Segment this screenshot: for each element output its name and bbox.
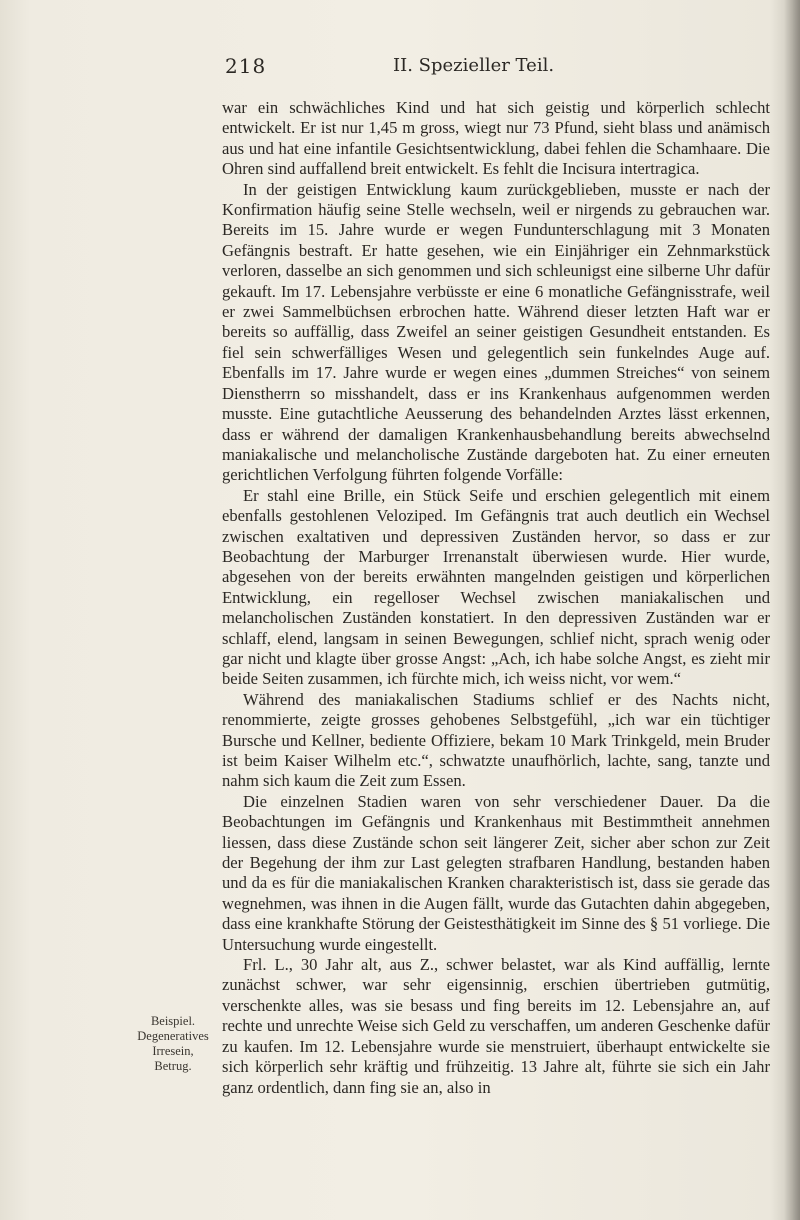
paragraph: In der geistigen Entwicklung kaum zurückgeblieben, musste er nach der Konfirmation häufig seine Stelle wechseln, weil er nirgends zu gebrauchen war. Bereits im 15. Jahre wurde er wegen Fundunterschlagung mit 3 Monaten Gefängnis bestraft. Er hatte gesehen, wie ein Einjähriger ein Zehnmarkstück verloren, dasselbe an sich genommen und sich schleunigst eine silberne Uhr dafür gekauft. Im 17. Lebensjahre verbüsste er eine 6 monatliche Gefängnisstrafe, weil er zwei Sammelbüchsen erbrochen hatte. Während dieser letzten Haft war er bereits so auffällig, dass Zweifel an seiner geistigen Gesundheit entstanden. Es fiel sein schwerfälliges Wesen und gelegentlich sein funkelndes Auge auf. Ebenfalls im 17. Jahre wurde er wegen eines „dummen Streiches“ von seinem Dienstherrn so misshandelt, dass er ins Krankenhaus aufgenommen werden musste. Eine gutachtliche Aeusserung des behandelnden Arztes lässt erkennen, dass er während der damaligen Krankenhausbehandlung bereits abwechselnd maniakalische und melancholische Zustände dargeboten hat. Zu einer erneuten gerichtlichen Verfolgung führten folgende Vorfälle: (222, 179, 770, 485)
margin-note-line: Irresein, (152, 1044, 194, 1058)
margin-note-line: Degeneratives (137, 1029, 209, 1043)
page-header (225, 54, 725, 82)
paragraph: Während des maniakalischen Stadiums schlief er des Nachts nicht, renommierte, zeigte grosses gehobenes Selbstgefühl, „ich war ein tüchtiger Bursche und Kellner, bediente Offiziere, bekam 10 Mark Trinkgeld, mein Bruder ist beim Kaiser Wilhelm etc.“, schwatzte unaufhörlich, lachte, sang, tanzte und nahm sich kaum die Zeit zum Essen. (222, 689, 770, 791)
paragraph: war ein schwächliches Kind und hat sich geistig und körperlich schlecht entwickelt. Er ist nur 1,45 m gross, wiegt nur 73 Pfund, sieht blass und anämisch aus und hat eine infantile Gesichtsentwicklung, dabei fehlen die Schamhaare. Die Ohren sind auffallend breit entwickelt. Es fehlt die Incisura intertragica. (222, 98, 770, 179)
body-text (222, 98, 770, 1098)
paragraph: Er stahl eine Brille, ein Stück Seife und erschien gelegentlich mit einem ebenfalls gestohlenen Veloziped. Im Gefängnis trat auch deutlich ein Wechsel zwischen exaltativen und depressiven Zuständen hervor, so dass er zur Beobachtung der Marburger Irrenanstalt überwiesen wurde. Hier wurde, abgesehen von der bereits erwähnten mangelnden geistigen und körperlichen Entwicklung, ein regelloser Wechsel zwischen maniakalischen und melancholischen Zuständen konstatiert. In den depressiven Zuständen war er schlaff, elend, langsam in seinen Bewegungen, schlief nicht, sprach wenig oder gar nicht und klagte über grosse Angst: „Ach, ich habe solche Angst, es zieht mir beide Seiten zusammen, ich fürchte mich, ich weiss nicht, vor wem.“ (222, 485, 770, 689)
binding-shadow (784, 0, 800, 1220)
running-head: II. Spezieller Teil. (393, 55, 555, 76)
paragraph: Frl. L., 30 Jahr alt, aus Z., schwer belastet, war als Kind auffällig, lernte zunächst schwer, war sehr eigensinnig, erschien übertrieben gutmütig, verschenkte alles, was sie besass und fing bereits im 12. Lebensjahre an, auf rechte und unrechte Weise sich Geld zu verschaffen, um anderen Geschenke dafür zu kaufen. Im 12. Lebensjahre wurde sie menstruiert, überhaupt entwickelte sie sich körperlich sehr kräftig und frühzeitig. 13 Jahre alt, führte sie sich ein Jahr ganz ordentlich, dann fing sie an, also in (222, 955, 770, 1097)
margin-note-line: Beispiel. (150, 1014, 196, 1028)
page-number: 218 (225, 54, 267, 78)
margin-note (128, 1014, 218, 1074)
margin-note-line: Betrug. (154, 1059, 192, 1073)
paragraph: Die einzelnen Stadien waren von sehr verschiedener Dauer. Da die Beobachtungen im Gefängnis und Krankenhaus mit Bestimmtheit annehmen liessen, dass diese Zustände schon seit längerer Zeit, sicher aber schon zur Zeit der Begehung der ihm zur Last gelegten strafbaren Handlung, bestanden haben und da es für die maniakalischen Kranken charakteristisch ist, dass sie gerade das wegnehmen, was ihnen in die Augen fällt, wurde das Gutachten dahin abgegeben, dass eine krankhafte Störung der Geistesthätigkeit im Sinne des § 51 vorliege. Die Untersuchung wurde eingestellt. (222, 791, 770, 954)
